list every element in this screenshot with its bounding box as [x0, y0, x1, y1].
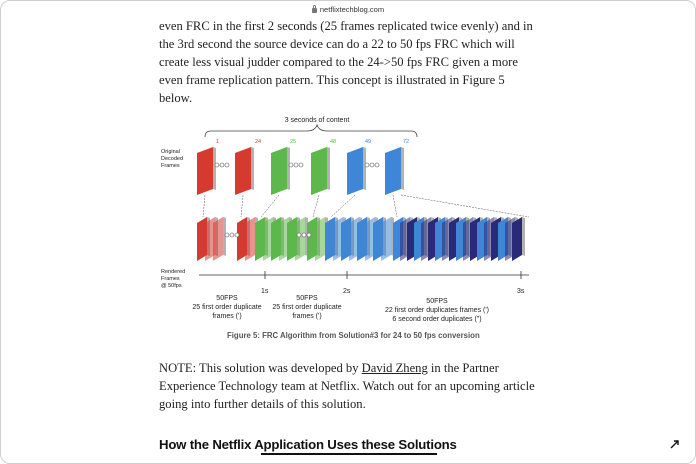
segment-1-line-1: 25 first order duplicate	[192, 304, 262, 311]
rendered-frame-2	[213, 217, 226, 261]
connector-5	[393, 195, 397, 217]
connector-1	[241, 195, 243, 217]
top-frame-4	[347, 147, 366, 195]
top-frame-3	[311, 147, 330, 195]
row-label-original	[161, 149, 183, 169]
tick-label-2s: 2s	[343, 288, 351, 295]
connector-0	[203, 195, 205, 217]
figure-caption: Figure 5: FRC Algorithm from Solution#3 for 24 to 50 fps conversion	[227, 331, 480, 340]
note-paragraph	[159, 359, 539, 413]
rendered-frames	[197, 217, 525, 261]
segment-3-line-2: 6 second order duplicates (")	[392, 316, 482, 323]
rendered-frame-10	[295, 217, 308, 261]
heading-underline	[261, 453, 437, 455]
original-frames	[197, 147, 404, 195]
paragraph-top: even FRC in the first 2 seconds (25 frames replicated twice evenly) and in the 3rd second the source device can do a 22 to 50 fps FRC which will create less visual judder compared to the 24->50 fps FRC given a more even frame replication pattern. This concept is illustrated in Figure 5 below.	[159, 19, 533, 105]
tick-label-1s: 1s	[261, 288, 269, 295]
figure-frc-diagram	[157, 113, 547, 331]
row-label-original-1: Original	[161, 149, 180, 155]
row-label-rendered-1: Rendered	[161, 269, 186, 275]
segment-2-title: 50FPS	[296, 295, 318, 302]
top-dots-blue	[365, 163, 379, 167]
num-48: 48	[330, 139, 337, 145]
section-heading: How the Netflix Application Uses these Solutions	[159, 437, 457, 452]
segment-2-line-2: frames (')	[292, 313, 322, 320]
brace-label: 3 seconds of content	[284, 117, 350, 124]
address-bar[interactable]	[1, 1, 695, 17]
num-24: 24	[255, 139, 262, 145]
lock-icon	[312, 8, 317, 13]
bottom-dots-green	[297, 233, 311, 237]
connector-4	[331, 195, 355, 217]
top-numbers	[216, 139, 409, 145]
rendered-frame-20	[381, 217, 394, 261]
segment-1-title: 50FPS	[216, 295, 238, 302]
top-dots-green	[289, 163, 303, 167]
segment-1-line-2: frames (')	[212, 313, 242, 320]
rendered-frame-38	[512, 217, 525, 261]
top-dots-red	[215, 163, 229, 167]
url-text: netflixtechblog.com	[319, 4, 385, 14]
author-link[interactable]: David Zheng	[361, 361, 428, 375]
expand-icon[interactable]	[669, 439, 679, 449]
brace	[205, 125, 417, 137]
row-label-rendered-2: Frames	[161, 276, 180, 282]
connector-6	[401, 195, 529, 217]
bottom-dots-red	[225, 233, 239, 237]
top-frame-1	[235, 147, 254, 195]
tick-label-3s: 3s	[517, 288, 525, 295]
row-label-original-2: Decoded	[161, 156, 184, 162]
note-suffix: in the Partner Experience Technology team at Netflix. Watch out for an upcoming article going into further details of this solution.	[159, 361, 535, 411]
num-72: 72	[403, 139, 410, 145]
row-label-original-3: Frames	[161, 163, 180, 169]
top-frame-2	[271, 147, 290, 195]
note-prefix: NOTE: This solution was developed by	[159, 361, 362, 375]
num-25: 25	[290, 139, 297, 145]
num-1: 1	[216, 139, 220, 145]
segment-3-label	[385, 298, 489, 323]
segment-2-label	[272, 295, 341, 320]
frame-connectors	[203, 195, 529, 217]
segment-3-title: 50FPS	[426, 298, 448, 305]
connector-3	[313, 195, 319, 217]
segment-1-label	[192, 295, 261, 320]
row-label-rendered-3: @ 50fps	[161, 283, 182, 289]
num-49: 49	[365, 139, 372, 145]
connector-2	[261, 195, 279, 217]
top-frame-5	[385, 147, 404, 195]
segment-2-line-1: 25 first order duplicate	[272, 304, 342, 311]
top-frame-0	[197, 147, 216, 195]
row-label-rendered	[161, 269, 185, 289]
segment-3-line-1: 22 first order duplicates frames (')	[384, 307, 490, 314]
